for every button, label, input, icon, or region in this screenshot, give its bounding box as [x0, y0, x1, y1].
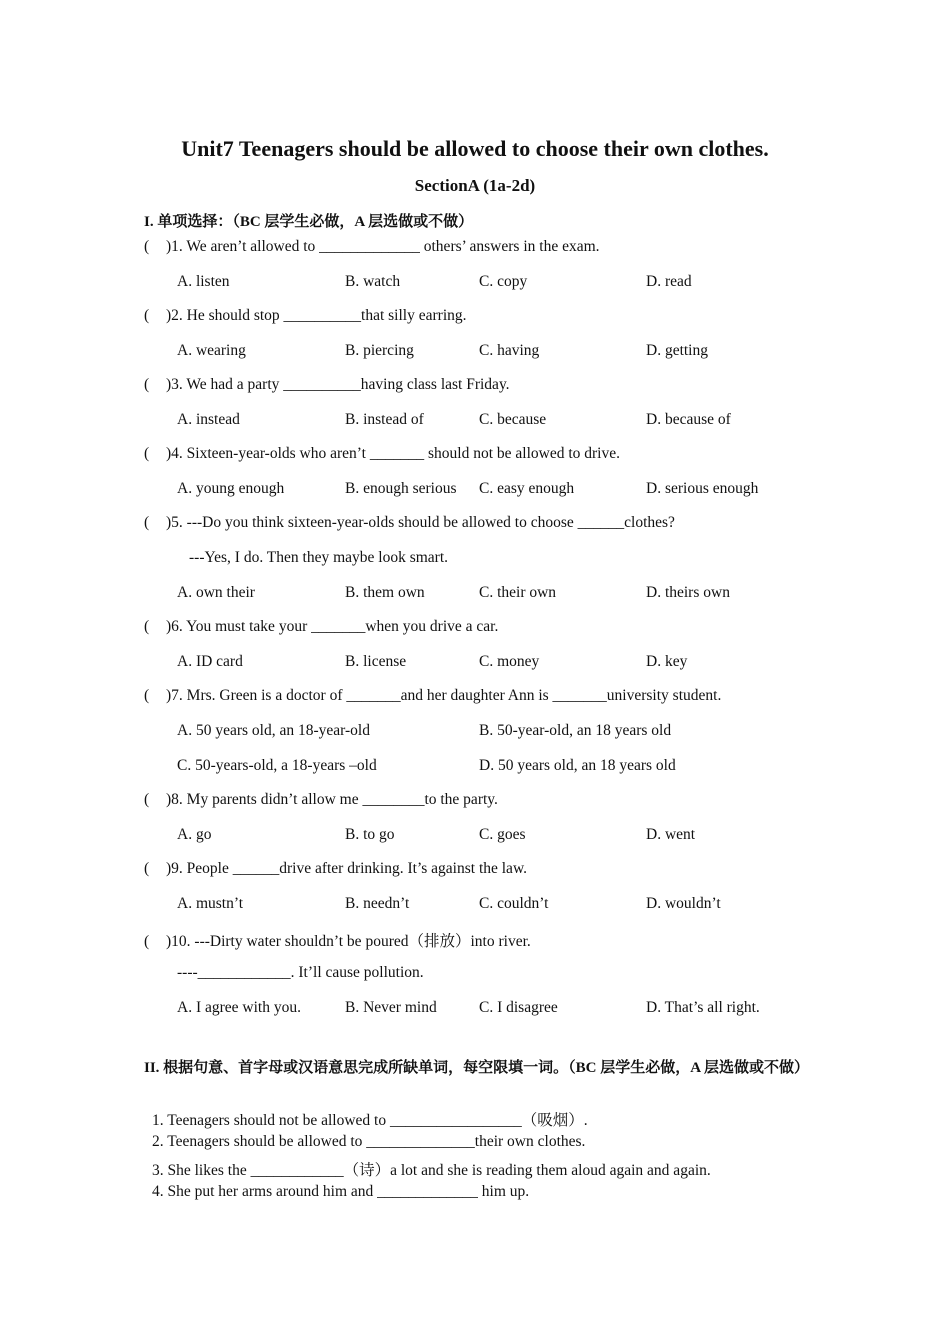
option-d: D. key: [646, 653, 688, 670]
option-b: B. them own: [345, 584, 425, 601]
question-5: ( )5. ---Do you think sixteen-year-olds should be allowed to choose ______clothes?: [144, 514, 675, 531]
option-d: D. theirs own: [646, 584, 730, 601]
option-b: B. 50-year-old, an 18 years old: [479, 722, 672, 739]
option-c: C. having: [479, 342, 540, 359]
option-b: B. instead of: [345, 411, 424, 428]
option-d: D. That’s all right.: [646, 999, 760, 1016]
option-d: D. read: [646, 273, 692, 290]
option-c: C. copy: [479, 273, 528, 290]
fill-item-2: 2. Teenagers should be allowed to ______________their own clothes.: [152, 1133, 586, 1150]
option-b: B. watch: [345, 273, 401, 290]
question-10-reply: ----____________. It’ll cause pollution.: [177, 964, 424, 981]
option-a: A. go: [177, 826, 212, 843]
option-d: D. wouldn’t: [646, 895, 721, 912]
option-a: A. mustn’t: [177, 895, 244, 912]
option-c: C. their own: [479, 584, 557, 601]
fill-item-3: 3. She likes the ____________（诗）a lot and she is reading them aloud again and again.: [152, 1162, 711, 1179]
option-b: B. Never mind: [345, 999, 437, 1016]
fill-item-4: 4. She put her arms around him and _____________ him up.: [152, 1183, 530, 1200]
option-a: A. instead: [177, 411, 240, 428]
question-7: ( )7. Mrs. Green is a doctor of _______and her daughter Ann is _______university student.: [144, 687, 722, 704]
option-c: C. couldn’t: [479, 895, 549, 912]
option-a: A. wearing: [177, 342, 246, 359]
option-a: A. young enough: [177, 480, 285, 497]
option-c: C. money: [479, 653, 540, 670]
option-b: B. needn’t: [345, 895, 410, 912]
part1-heading: I. 单项选择：（BC 层学生必做，A 层选做或不做）: [144, 214, 474, 230]
question-2: ( )2. He should stop __________that silly earring.: [144, 307, 467, 324]
option-d: D. 50 years old, an 18 years old: [479, 757, 676, 774]
question-4: ( )4. Sixteen-year-olds who aren’t _______ should not be allowed to drive.: [144, 445, 620, 462]
option-b: B. enough serious: [345, 480, 457, 497]
option-d: D. because of: [646, 411, 731, 428]
page-title: Unit7 Teenagers should be allowed to choose their own clothes.: [181, 136, 769, 161]
section-subtitle: SectionA (1a-2d): [414, 176, 536, 195]
option-b: B. license: [345, 653, 407, 670]
option-c: C. goes: [479, 826, 526, 843]
question-3: ( )3. We had a party __________having class last Friday.: [144, 376, 510, 393]
part2-heading: II. 根据句意、首字母或汉语意思完成所缺单词，每空限填一词。（BC 层学生必做，A 层选做或不做）: [144, 1060, 810, 1076]
option-c: C. I disagree: [479, 999, 558, 1016]
question-6: ( )6. You must take your _______when you drive a car.: [144, 618, 499, 635]
question-5-reply: ---Yes, I do. Then they maybe look smart.: [189, 549, 449, 566]
option-a: A. listen: [177, 273, 230, 290]
option-d: D. went: [646, 826, 696, 843]
question-8: ( )8. My parents didn’t allow me ________to the party.: [144, 791, 498, 808]
option-a: A. ID card: [177, 653, 243, 670]
option-c: C. 50-years-old, a 18-years –old: [177, 757, 377, 774]
option-b: B. piercing: [345, 342, 414, 359]
question-9: ( )9. People ______drive after drinking. It’s against the law.: [144, 860, 528, 877]
option-a: A. 50 years old, an 18-year-old: [177, 722, 370, 739]
option-c: C. easy enough: [479, 480, 575, 497]
option-d: D. getting: [646, 342, 708, 359]
fill-item-1: 1. Teenagers should not be allowed to _________________（吸烟）.: [152, 1112, 588, 1129]
option-c: C. because: [479, 411, 547, 428]
question-10: ( )10. ---Dirty water shouldn’t be poured（排放）into river.: [144, 933, 531, 950]
option-a: A. own their: [177, 584, 255, 601]
option-b: B. to go: [345, 826, 395, 843]
option-d: D. serious enough: [646, 480, 759, 497]
question-1: ( )1. We aren’t allowed to _____________ others’ answers in the exam.: [144, 238, 600, 255]
option-a: A. I agree with you.: [177, 999, 301, 1016]
